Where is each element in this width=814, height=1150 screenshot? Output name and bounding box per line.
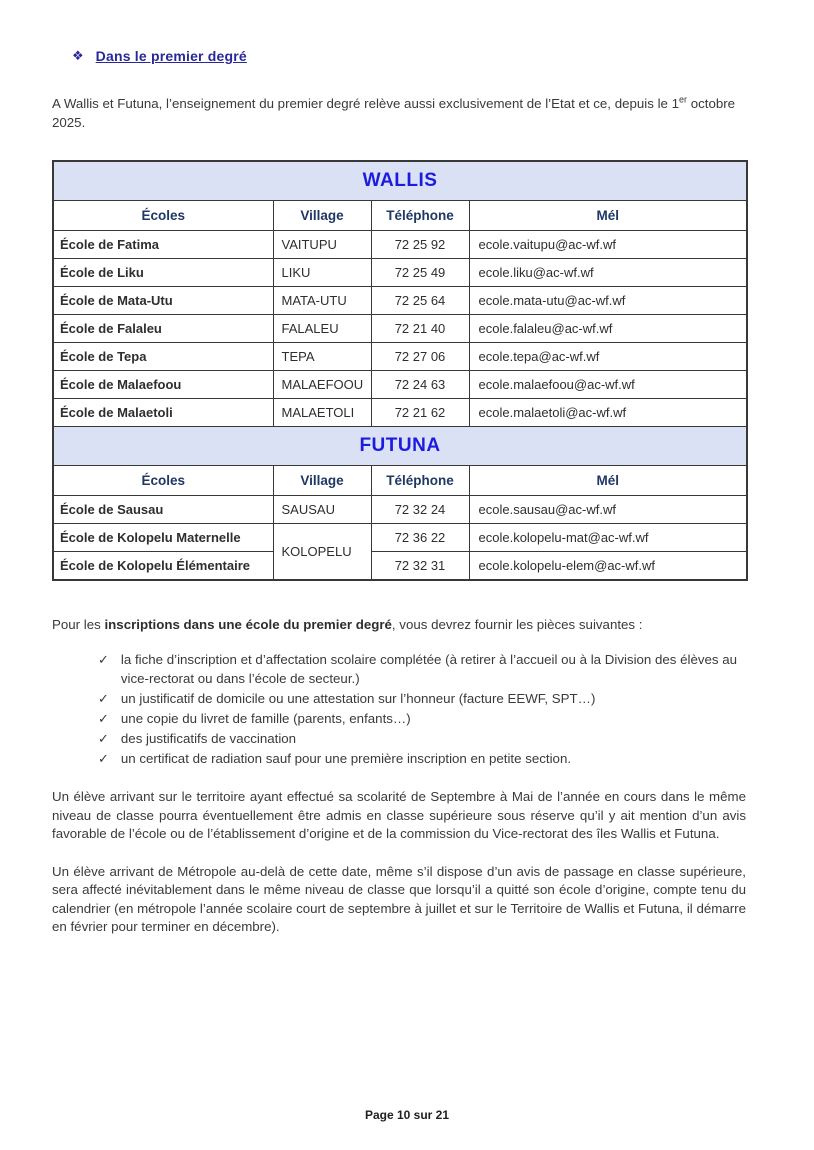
page-footer: Page 10 sur 21 [364,1108,450,1122]
email-cell: ecole.malaetoli@ac-wf.wf [469,399,747,427]
table-section-band-futuna [53,427,747,466]
checklist-item [98,689,746,708]
requirements-bold-phrase: inscriptions dans une école du premier degré [104,617,392,632]
table-row [53,231,747,259]
email-cell: ecole.vaitupu@ac-wf.wf [469,231,747,259]
table-row [53,343,747,371]
table-row [53,496,747,524]
phone-cell: 72 25 64 [371,287,469,315]
email-cell: ecole.sausau@ac-wf.wf [469,496,747,524]
email-cell: ecole.tepa@ac-wf.wf [469,343,747,371]
email-cell: ecole.falaleu@ac-wf.wf [469,315,747,343]
school-name-cell: École de Sausau [53,496,273,524]
village-cell: LIKU [273,259,371,287]
requirements-text-start: Pour les [52,617,105,632]
check-icon: ✓ [98,731,109,746]
village-cell: MATA-UTU [273,287,371,315]
column-header-telephone: Téléphone [371,466,469,496]
checklist-item-text: des justificatifs de vaccination [120,731,297,746]
email-cell: ecole.liku@ac-wf.wf [469,259,747,287]
diamond-bullet-icon: ❖ [72,48,84,63]
table-section-title-futuna: FUTUNA [53,427,747,466]
column-header-mel: Mél [469,466,747,496]
village-cell: VAITUPU [273,231,371,259]
phone-cell: 72 24 63 [371,371,469,399]
checklist-item [98,729,746,748]
phone-cell: 72 32 31 [371,552,469,581]
column-header-ecoles: Écoles [53,466,273,496]
checklist-item [98,749,746,768]
checklist-item [98,709,746,728]
school-name-cell: École de Falaleu [53,315,273,343]
intro-paragraph [52,94,746,132]
table-section-band-wallis [53,161,747,201]
checklist-item-text: la fiche d’inscription et d’affectation scolaire complétée (à retirer à l’accueil ou à la Division des élèves au vice-rectorat ou dans l’école de secteur.) [120,652,738,686]
school-name-cell: École de Malaetoli [53,399,273,427]
village-cell: FALALEU [273,315,371,343]
phone-cell: 72 27 06 [371,343,469,371]
column-header-village: Village [273,466,371,496]
checklist-item-text: un certificat de radiation sauf pour une première inscription en petite section. [120,751,572,766]
check-icon: ✓ [98,691,109,706]
checklist-item-text: une copie du livret de famille (parents, enfants…) [120,711,411,726]
ordinal-superscript: er [679,94,688,105]
phone-cell: 72 32 24 [371,496,469,524]
table-row [53,552,747,581]
schools-table [52,160,748,581]
body-paragraph: Un élève arrivant de Métropole au-delà de cette date, même s’il dispose d’un avis de passage en classe supérieure, sera affecté inévitablement dans le même niveau de classe que lorsqu’il a quitté son école d’origine, compte tenu du calendrier (en métropole l’année scolaire court de septembre à juillet et sur le Territoire de Wallis et Futuna, il démarre en février pour terminer en décembre). [52,863,746,934]
school-name-cell: École de Mata-Utu [53,287,273,315]
school-name-cell: École de Tepa [53,343,273,371]
intro-text-start: A Wallis et Futuna, l’enseignement du premier degré relève aussi exclusivement de l’Etat et ce, depuis le 1 [52,96,680,111]
phone-cell: 72 25 49 [371,259,469,287]
section-title: Dans le premier degré [95,48,247,64]
column-header-mel: Mél [469,201,747,231]
table-row [53,287,747,315]
table-header-row-wallis [53,201,747,231]
check-icon: ✓ [98,652,109,667]
check-icon: ✓ [98,711,109,726]
table-row [53,259,747,287]
body-paragraph: Un élève arrivant sur le territoire ayant effectué sa scolarité de Septembre à Mai de l’année en cours dans le même niveau de classe pourra éventuellement être admis en classe supérieure sous réserve qu’il y ait mention d’un avis favorable de l’école ou de l’établissement d’origine et de la commission du Vice-rectorat des îles Wallis et Futuna. [52,789,746,841]
intro-text-end: octobre 2025. [52,96,736,130]
school-name-cell: École de Liku [53,259,273,287]
column-header-ecoles: Écoles [53,201,273,231]
checklist-item-text: un justificatif de domicile ou une attestation sur l’honneur (facture EEWF, SPT…) [120,691,596,706]
school-name-cell: École de Malaefoou [53,371,273,399]
table-row [53,399,747,427]
village-cell: TEPA [273,343,371,371]
requirements-paragraph [52,615,746,634]
section-header [72,48,746,64]
page-content [52,0,746,950]
table-header-row-futuna [53,466,747,496]
school-name-cell: École de Kolopelu Élémentaire [53,552,273,581]
school-name-cell: École de Fatima [53,231,273,259]
column-header-village: Village [273,201,371,231]
email-cell: ecole.malaefoou@ac-wf.wf [469,371,747,399]
phone-cell: 72 21 40 [371,315,469,343]
email-cell: ecole.kolopelu-elem@ac-wf.wf [469,552,747,581]
checklist [52,650,746,768]
phone-cell: 72 21 62 [371,399,469,427]
village-cell: MALAEFOOU [273,371,371,399]
school-name-cell: École de Kolopelu Maternelle [53,524,273,552]
email-cell: ecole.kolopelu-mat@ac-wf.wf [469,524,747,552]
village-cell: SAUSAU [273,496,371,524]
table-row [53,371,747,399]
table-row [53,315,747,343]
email-cell: ecole.mata-utu@ac-wf.wf [469,287,747,315]
village-cell-merged: KOLOPELU [273,524,371,581]
requirements-text-end: , vous devrez fournir les pièces suivantes : [391,617,643,632]
checklist-item [98,650,746,688]
phone-cell: 72 25 92 [371,231,469,259]
check-icon: ✓ [98,751,109,766]
table-section-title-wallis: WALLIS [53,161,747,201]
village-cell: MALAETOLI [273,399,371,427]
table-row [53,524,747,552]
phone-cell: 72 36 22 [371,524,469,552]
column-header-telephone: Téléphone [371,201,469,231]
